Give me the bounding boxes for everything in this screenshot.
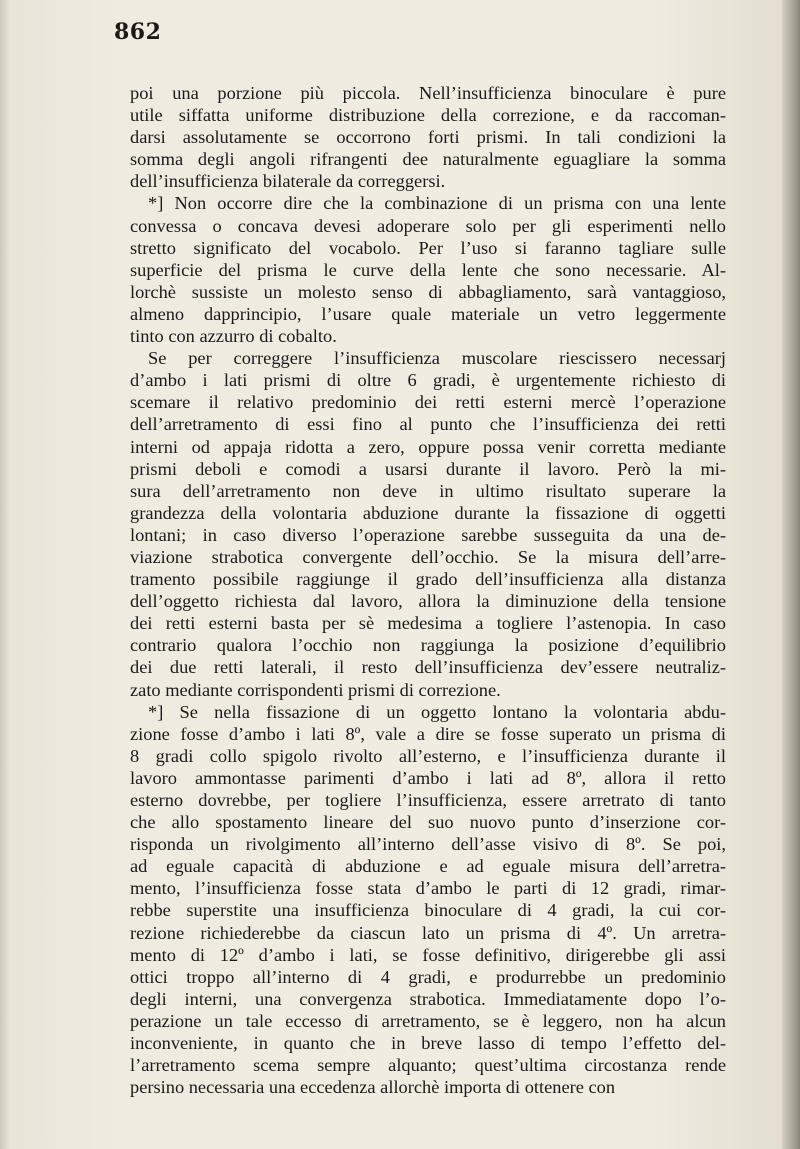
text-line: mento di 12º d’ambo i lati, se fosse definitivo, dirigerebbe gli assi [130,944,726,965]
text-line: interni od appaja ridotta a zero, oppure possa venir corretta mediante [130,436,726,457]
text-line: esterno dovrebbe, per togliere l’insufficienza, essere arretrato di tanto [130,790,726,810]
text-line: Se per correggere l’insufficienza muscolare riescissero necessarj [148,348,726,369]
page-gutter-shadow [0,0,10,1149]
body-text [130,82,726,1098]
text-line: prismi deboli e comodi a usarsi durante il lavoro. Però la mi- [130,458,726,479]
text-line: utile siffatta uniforme distribuzione della correzione, e da raccoman- [130,105,726,126]
text-line: stretto significato del vocabolo. Per l’uso si faranno tagliare sulle [130,237,726,258]
text-line: rebbe superstite una insufficienza binoculare di 4 gradi, la cui cor- [130,900,726,921]
text-line: ad eguale capacità di abduzione e ad eguale misura dell’arretra- [130,856,726,877]
text-line: almeno dapprincipio, l’usare quale materiale un vetro leggermente [130,303,726,324]
text-line: risponda un rivolgimento all’interno dell’asse visivo di 8º. Se poi, [130,834,726,855]
text-line: grandezza della volontaria abduzione durante la fissazione di oggetti [130,502,726,523]
text-line: superficie del prisma le curve della lente che sono necessarie. Al- [130,259,726,280]
text-line: inconveniente, in quanto che in breve lasso di tempo l’effetto del- [130,1033,726,1054]
text-line: perazione un tale eccesso di arretramento, se è leggero, non ha alcun [130,1010,726,1031]
text-line: scemare il relativo predominio dei retti esterni mercè l’operazione [130,392,726,413]
text-line: dell’arretramento di essi fino al punto che l’insufficienza dei retti [130,414,726,435]
text-line: mento, l’insufficienza fosse stata d’ambo le parti di 12 gradi, rimar- [130,878,726,899]
text-line: lavoro ammontasse parimenti d’ambo i lati ad 8º, allora il retto [130,767,726,788]
text-line: convessa o concava devesi adoperare solo per gli esperimenti nello [130,215,726,236]
text-line: d’ambo i lati prismi di oltre 6 gradi, è urgentemente richiesto di [130,370,726,391]
text-line: lorchè sussiste un molesto senso di abbagliamento, sarà vantaggioso, [130,281,726,302]
text-line: dei retti esterni basta per sè medesima a togliere l’astenopia. In caso [130,613,726,634]
text-line: l’arretramento scema sempre alquanto; quest’ultima circostanza rende [130,1055,726,1076]
text-line: darsi assolutamente se occorrono forti prismi. In tali condizioni la [130,127,726,148]
text-line: rezione richiederebbe da ciascun lato un prisma di 4º. Un arretra- [130,922,726,943]
text-line: 8 gradi collo spigolo rivolto all’esterno, e l’insufficienza durante il [130,745,726,766]
text-line: che allo spostamento lineare del suo nuovo punto d’inserzione cor- [130,812,726,833]
text-line: contrario qualora l’occhio non raggiunga la posizione d’equilibrio [130,635,726,656]
page-number: 862 [114,19,162,45]
text-line: tramento possibile raggiunge il grado dell’insufficienza alla distanza [130,569,726,590]
text-line: somma degli angoli rifrangenti dee naturalmente eguagliare la somma [130,149,726,170]
text-line: tinto con azzurro di cobalto. [130,326,337,347]
text-line: *] Non occorre dire che la combinazione di un prisma con una lente [148,193,726,214]
text-line: poi una porzione più piccola. Nell’insufficienza binoculare è pure [130,83,726,103]
text-line: zato mediante corrispondenti prismi di correzione. [130,679,501,700]
text-line: degli interni, una convergenza strabotica. Immediatamente dopo l’o- [130,988,726,1009]
page-edge [782,0,800,1149]
text-line: ottici troppo all’interno di 4 gradi, e produrrebbe un predominio [130,966,726,987]
text-line: dei due retti laterali, il resto dell’insufficienza dev’essere neutraliz- [130,657,726,678]
text-line: zione fosse d’ambo i lati 8º, vale a dire se fosse superato un prisma di [130,723,726,744]
text-line: dell’insufficienza bilaterale da correggersi. [130,171,446,192]
text-line: sura dell’arretramento non deve in ultimo risultato superare la [130,480,726,501]
text-line: persino necessaria una eccedenza allorchè importa di ottenere con [130,1077,616,1098]
text-line: lontani; in caso diverso l’operazione sarebbe susseguita da una de- [130,524,726,545]
text-line: viazione strabotica convergente dell’occhio. Se la misura dell’arre- [130,546,726,567]
text-line: *] Se nella fissazione di un oggetto lontano la volontaria abdu- [148,701,726,722]
text-line: dell’oggetto richiesta dal lavoro, allora la diminuzione della tensione [130,591,726,612]
